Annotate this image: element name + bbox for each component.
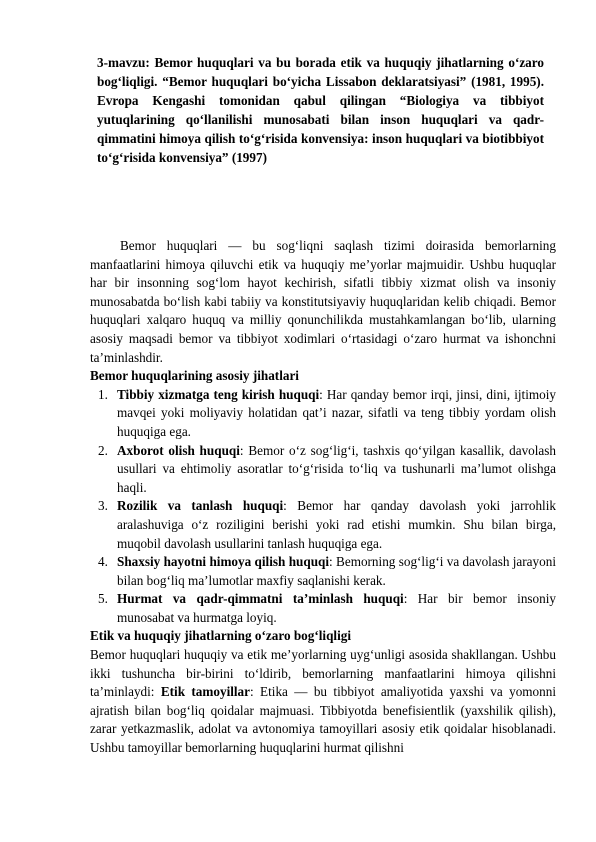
right-text: : Bemorning sog‘lig‘i va davolash jarayoni bilan bog‘liq ma’lumotlar maxfiy saqlanishi kerak.	[117, 554, 556, 588]
right-text: : Har qanday bemor irqi, jinsi, dini, ijtimoiy mavqei yoki moliyaviy holatidan qat’i nazar, sifatli va teng tibbiy yordam olish huquqiga ega.	[117, 386, 556, 439]
list-number: 4.	[98, 554, 108, 570]
right-term: Shaxsiy hayotni himoya qilish huquqi	[117, 554, 330, 570]
list-item	[90, 497, 556, 553]
closing-text-end: : Etika — bu tibbiyot amaliyotida yaxshi va yomonni ajratish bilan bog‘liq qoidalar majmuasi. Tibbiyotda benefisientlik (yaxshilik qilish), zarar yetkazmaslik, adolat va avtonomiya tamoyillari asosiy etik qoidalar hisoblanadi. Ushbu tamoyillar bemorlarning huquqlarini hurmat qilishni	[90, 684, 556, 756]
right-text: : Bemor o‘z sog‘lig‘i, tashxis qo‘yilgan kasallik, davolash usullari va ehtimoliy asoratlar to‘g‘risida to‘liq va tushunarli ma’lumot olishga haqli.	[117, 442, 556, 495]
list-item	[90, 442, 556, 498]
right-term: Hurmat va qadr-qimmatni ta’minlash huquqi	[117, 591, 404, 607]
list-number: 1.	[98, 386, 108, 402]
topic-title: 3-mavzu: Bemor huquqlari va bu borada etik va huquqiy jihatlarning o‘zaro bog‘liqligi. “Bemor huquqlari bo‘yicha Lissabon deklaratsiyasi” (1981, 1995). Evropa Kengashi tomonidan qabul qilingan “Biologiya va tibbiyot yutuqlarining qo‘llanilishi munosabati bilan inson huquqlari va qadr-qimmatini himoya qilish to‘g‘risida konvensiya: inson huquqlari va biotibbiyot to‘g‘risida konvensiya” (1997)	[97, 55, 544, 165]
list-item	[90, 386, 556, 442]
list-number: 3.	[98, 498, 108, 514]
rights-list	[90, 386, 556, 628]
list-number: 5.	[98, 591, 108, 607]
intro-paragraph: Bemor huquqlari — bu sog‘liqni saqlash tizimi doirasida bemorlarning manfaatlarini himoya qiluvchi etik va huquqiy me’yorlar majmuidir. Ushbu huquqlar har bir insonning sog‘lom hayot kechirish, sifatli tibbiy xizmat olish va insoniy munosabatda bo‘lish kabi tabiiy va konstitutsiyaviy huquqlaridan kelib chiqadi. Bemor huquqlari xalqaro huquq va milliy qonunchilikda mustahkamlangan bo‘lib, ularning asosiy maqsadi bemor va tibbiyot xodimlari o‘rtasidagi o‘zaro hurmat va ishonchni ta’minlashdir.	[90, 238, 556, 365]
right-term: Rozilik va tanlash huquqi	[117, 498, 284, 514]
closing-term: Etik tamoyillar	[160, 684, 251, 700]
list-item	[90, 590, 556, 627]
closing-text-start: Bemor huquqlari huquqiy va etik me’yorlarning uyg‘unligi asosida shakllangan. Ushbu ikki tushuncha bir-birini to‘ldirib, bemorlarning manfaatlarini himoya qilishni ta’minlaydi:	[90, 647, 556, 700]
right-text: : Har bir bemor insoniy munosabat va hurmatga loyiq.	[117, 591, 556, 625]
closing-paragraph	[90, 646, 556, 758]
list-item	[90, 553, 556, 590]
section-heading-rights: Bemor huquqlarining asosiy jihatlari	[90, 368, 299, 384]
right-term: Tibbiy xizmatga teng kirish huquqi	[117, 386, 320, 402]
list-number: 2.	[98, 442, 108, 458]
section-heading-relationship: Etik va huquqiy jihatlarning o‘zaro bog‘liqligi	[90, 628, 352, 644]
body-content	[90, 237, 556, 758]
right-term: Axborot olish huquqi	[117, 442, 240, 458]
right-text: : Bemor har qanday davolash yoki jarrohlik aralashuviga o‘z roziligini berishi yoki rad etishi mumkin. Shu bilan birga, muqobil davolash usullarini tanlash huquqiga ega.	[117, 498, 556, 551]
